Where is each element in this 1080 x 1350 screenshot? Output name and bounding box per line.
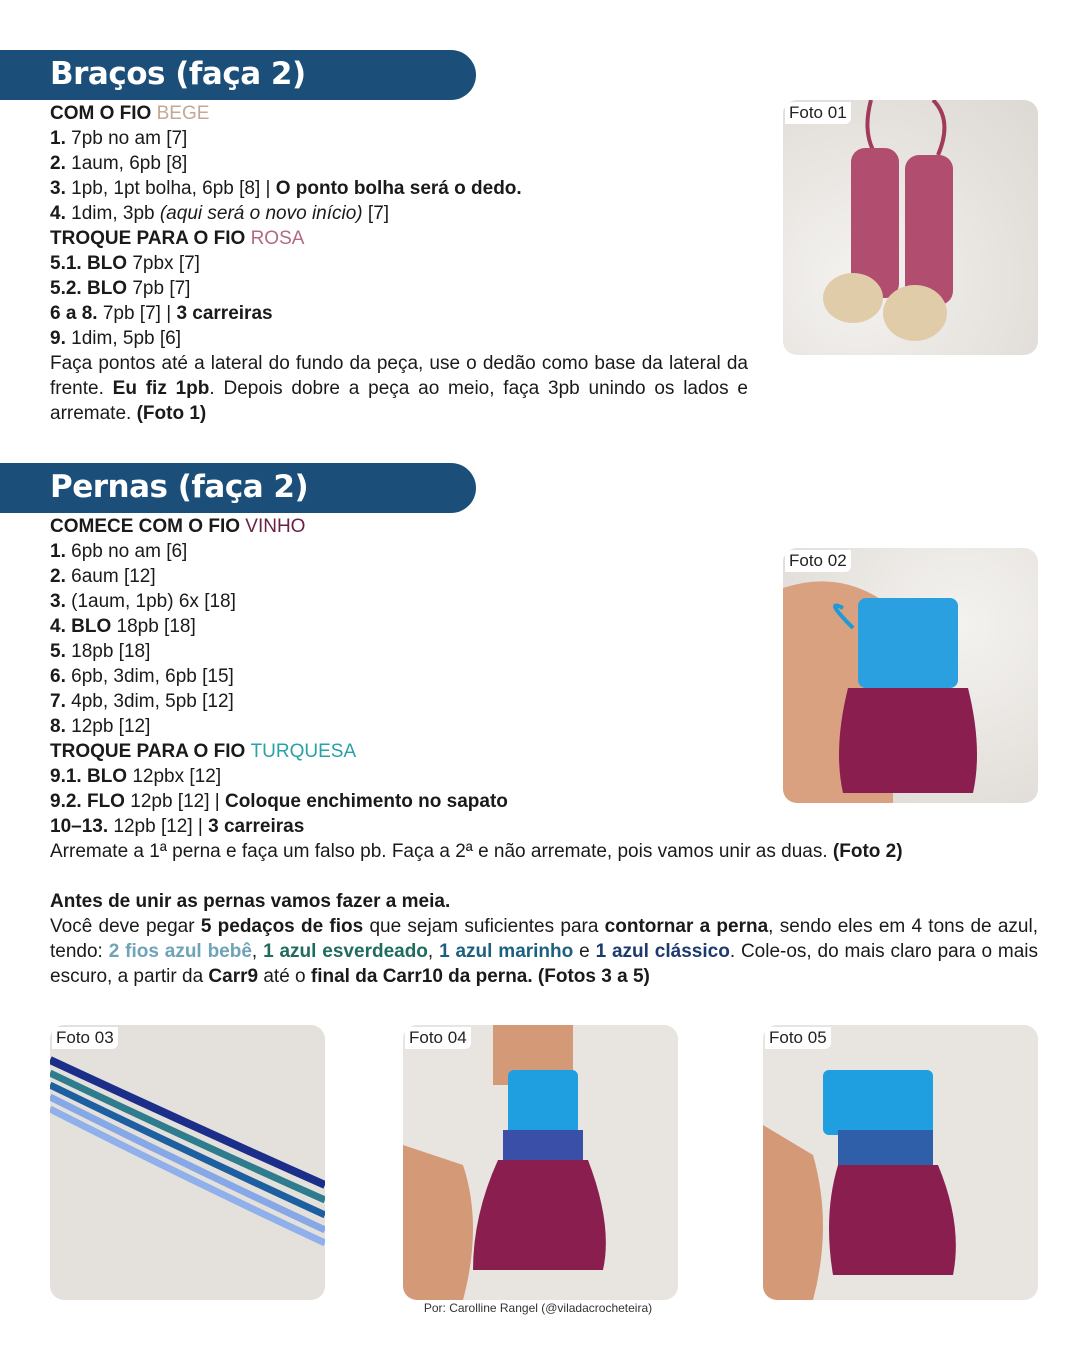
yarn-strands-image — [50, 1025, 325, 1300]
text-segment: 1 azul esverdeado — [263, 941, 428, 962]
text-segment: 18pb [18] — [111, 616, 196, 637]
text-segment: 4. — [50, 203, 66, 224]
text-segment: 7pb no am [7] — [65, 128, 188, 149]
text-segment: 7pb [7] — [127, 278, 191, 299]
photo-label: Foto 04 — [405, 1027, 471, 1049]
text-segment: (aqui será o novo início) — [159, 203, 363, 224]
text-segment: 3. — [50, 591, 66, 612]
text-segment: . Depois dobre a peça ao meio, faça 3pb unindo os lados e arremate. — [50, 378, 748, 424]
text-segment: TROQUE PARA O FIO — [50, 228, 251, 249]
text-segment: 3 carreiras — [208, 816, 305, 837]
instruction-line — [50, 226, 748, 251]
text-segment: , sendo eles em 4 tons de azul, tendo: — [50, 916, 1039, 962]
text-segment: 1. — [50, 128, 66, 149]
text-segment: 5. — [50, 641, 66, 662]
text-segment: . Cole-os, do mais claro para o mais escuro, a partir da — [50, 941, 1039, 987]
text-segment: 2. — [50, 153, 66, 174]
crochet-arms-image — [783, 100, 1038, 355]
text-segment: 1. — [50, 541, 66, 562]
text-segment: 2. — [50, 566, 66, 587]
photo-label: Foto 02 — [785, 550, 851, 572]
text-segment: até o — [258, 966, 311, 987]
section-title: Pernas (faça 2) — [50, 469, 309, 505]
text-segment: 6aum [12] — [65, 566, 156, 587]
text-segment: 18pb [18] — [65, 641, 151, 662]
instruction-line — [50, 201, 748, 226]
photo-label: Foto 05 — [765, 1027, 831, 1049]
text-segment: final da Carr10 da perna. (Fotos 3 a 5) — [310, 966, 650, 987]
text-segment: 9. — [50, 328, 66, 349]
photo-05 — [763, 1025, 1038, 1300]
section-title: Braços (faça 2) — [50, 56, 306, 92]
text-segment: 6. — [50, 666, 66, 687]
text-segment: 10–13. — [50, 816, 109, 837]
text-segment: 1dim, 3pb — [65, 203, 160, 224]
text-segment: 4pb, 3dim, 5pb [12] — [65, 691, 234, 712]
text-segment: Arremate a 1ª perna e faça um falso pb. Faça a 2ª e não arremate, pois vamos unir as duas. — [50, 841, 833, 862]
section-banner-pernas — [0, 463, 476, 513]
instruction-line — [50, 151, 748, 176]
author-credit: Por: Carolline Rangel (@viladacrocheteira) — [423, 1301, 653, 1315]
text-segment: COMECE COM O FIO — [50, 516, 246, 537]
text-segment: , — [251, 941, 264, 962]
text-segment: Eu fiz 1pb — [112, 378, 210, 399]
text-segment: 1pb, 1pt bolha, 6pb [8] | — [65, 178, 276, 199]
text-segment: e — [573, 941, 596, 962]
text-segment: Carr9 — [208, 966, 259, 987]
bracos-instructions — [50, 101, 748, 351]
photo-label: Foto 03 — [52, 1027, 118, 1049]
text-segment: VINHO — [245, 516, 306, 537]
text-segment: 6pb, 3dim, 6pb [15] — [65, 666, 234, 687]
photo-03 — [50, 1025, 325, 1300]
text-segment: 12pb [12] | — [108, 816, 209, 837]
instruction-line — [50, 814, 1040, 839]
bracos-paragraph — [50, 351, 748, 426]
text-segment: 1aum, 6pb [8] — [65, 153, 188, 174]
text-segment: 6pb no am [6] — [65, 541, 188, 562]
text-segment: 9.1. BLO — [50, 766, 128, 787]
text-segment: (1aum, 1pb) 6x [18] — [65, 591, 236, 612]
text-segment: 7. — [50, 691, 66, 712]
text-segment: 5.2. BLO — [50, 278, 128, 299]
text-segment: que sejam suficientes para — [363, 916, 605, 937]
instruction-line — [50, 101, 748, 126]
text-segment: O ponto bolha será o dedo. — [275, 178, 522, 199]
text-segment: Faça pontos até a lateral do fundo da peça, use o dedão como base da lateral da frente. — [50, 353, 748, 399]
text-segment: Antes de unir as pernas vamos fazer a meia. — [50, 891, 451, 912]
text-segment: 7pb [7] | — [97, 303, 177, 324]
text-segment: 8. — [50, 716, 66, 737]
text-segment: 6 a 8. — [50, 303, 98, 324]
section-banner-bracos — [0, 50, 476, 100]
text-segment: contornar a perna — [604, 916, 769, 937]
crochet-leg-sock-image — [763, 1025, 1038, 1300]
text-segment: 7pbx [7] — [127, 253, 200, 274]
photo-label: Foto 01 — [785, 102, 851, 124]
text-segment: 12pb [12] — [65, 716, 151, 737]
text-segment: Você deve pegar — [50, 916, 201, 937]
text-segment: 3 carreiras — [176, 303, 273, 324]
instruction-line — [50, 251, 748, 276]
photo-02 — [783, 548, 1038, 803]
text-segment: [7] — [362, 203, 390, 224]
instruction-line — [50, 326, 748, 351]
text-segment: 5 pedaços de fios — [200, 916, 364, 937]
text-segment: 12pb [12] | — [124, 791, 225, 812]
photo-01 — [783, 100, 1038, 355]
meia-paragraph — [50, 914, 1038, 989]
text-segment: 5.1. BLO — [50, 253, 128, 274]
text-segment: BEGE — [156, 103, 210, 124]
text-segment: 3. — [50, 178, 66, 199]
text-segment: (Foto 1) — [136, 403, 207, 424]
text-segment: TROQUE PARA O FIO — [50, 741, 251, 762]
text-segment: 12pbx [12] — [127, 766, 222, 787]
photo-04 — [403, 1025, 678, 1300]
instruction-line — [50, 839, 1040, 864]
instruction-line — [50, 301, 748, 326]
text-segment: 1 azul clássico — [595, 941, 730, 962]
text-segment: 9.2. FLO — [50, 791, 125, 812]
meia-title — [50, 889, 1038, 914]
text-segment: TURQUESA — [250, 741, 357, 762]
text-segment: 1 azul marinho — [439, 941, 574, 962]
text-segment: COM O FIO — [50, 103, 157, 124]
instruction-line — [50, 176, 748, 201]
crochet-leg-sock-image — [403, 1025, 678, 1300]
text-segment: Coloque enchimento no sapato — [224, 791, 508, 812]
text-segment: , — [427, 941, 440, 962]
crochet-leg-image — [783, 548, 1038, 803]
text-segment: (Foto 2) — [832, 841, 903, 862]
text-segment: ROSA — [250, 228, 305, 249]
instruction-line — [50, 276, 748, 301]
instruction-line — [50, 126, 748, 151]
text-segment: 4. BLO — [50, 616, 112, 637]
text-segment: 1dim, 5pb [6] — [65, 328, 181, 349]
text-segment: 2 fios azul bebê — [108, 941, 252, 962]
instruction-line — [50, 514, 1040, 539]
